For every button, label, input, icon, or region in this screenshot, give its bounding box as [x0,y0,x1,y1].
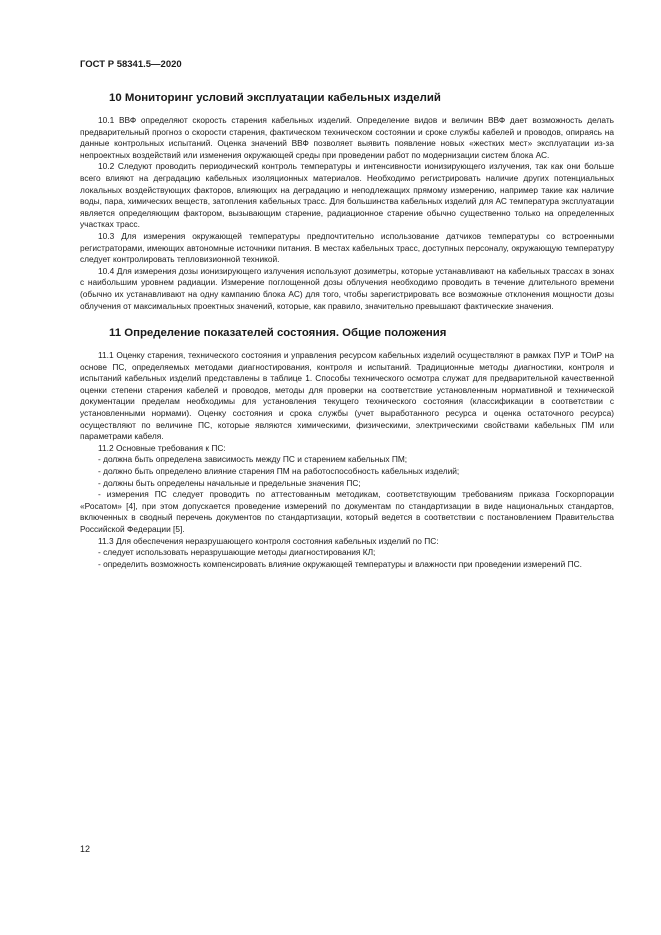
list-item: - должно быть определено влияние старения ПМ на работоспособность кабельных изделий; [98,466,460,477]
paragraph-11-2: 11.2 Основные требования к ПС: [98,442,226,453]
section-11-title: 11 Определение показателей состояния. Общие положения [109,327,447,340]
paragraph-11-3: 11.3 Для обеспечения неразрушающего контроля состояния кабельных изделий по ПС: [98,535,439,546]
section-10-title: 10 Мониторинг условий эксплуатации кабельных изделий [109,92,441,104]
paragraph-10-4: 10.4 Для измерения дозы ионизирующего излучения используют дозиметры, которые устанавливают на кабельных трассах в зонах с наибольшим уровнем радиации. Измерение поглощенной дозы облучения необходимо проводить в течение длительного времени (обычно их устанавливают на одну кампанию блока АС) для того, чтобы зарегистрировать все возможные отклонения мощности дозы облучения от максимальных проектных значений, которые, как правило, значительно превышают фактические значения. [80,265,614,311]
list-item: - измерения ПС следует проводить по аттестованным методикам, соответствующим требованиям приказа Госкорпорации «Росатом» [4], при этом допускается проведение измерений по документам по стандартизации в виде национальных стандартов, включенных в сводный перечень документов по стандартизации, который ведется в соответствии с постановлением Правительства Российской Федерации [5]. [80,489,614,534]
list-item: - должны быть определены начальные и предельные значения ПС; [98,477,361,488]
paragraph-10-1: 10.1 ВВФ определяют скорость старения кабельных изделий. Определение видов и величин ВВФ дает возможность делать предварительный прогноз о скорости старения, фактическом техническом состоянии и сроке службы кабелей и проводов, опираясь на данные контрольных испытаний. Оценка значений ВВФ позволяет выявить появление новых «жестких мест» эксплуатации из-за непроектных воздействий или изменения окружающей среды при проведении работ по модернизации систем блока АС. [80,115,614,160]
page-content [80,92,614,570]
paragraph-10-3: 10.3 Для измерения окружающей температуры предпочтительно использование датчиков температуры со встроенными регистраторами, имеющих автономные источники питания. В местах кабельных трасс, доступных персоналу, окружающую температуру следует контролировать тепловизионной техникой. [80,230,614,265]
list-item: - должна быть определена зависимость между ПС и старением кабельных ПМ; [98,454,408,465]
paragraph-11-1: 11.1 Оценку старения, технического состояния и управления ресурсом кабельных изделий осуществляют в рамках ПУР и ТОиР на основе ПС, определяемых методами диагностирования, контроля и испытаний. Традиционные методы диагностики, контроля и испытаний кабельных изделий представлены в таблице 1. Способы технического осмотра служат для предварительной качественной оценки степени старения кабелей и проводов, методы для проверки на соответствие установленным нормативной и технической документации пределам необходимы для установления текущего технического состояния (классификации в соответствии с установленными нормами). Оценку состояния и срока службы (учет выработанного ресурса и оценка остаточного ресурса) осуществляют по величине ПС, которые являются химическими, физическими, электрическими свойствами кабельных ПМ или параметрами кабеля. [80,350,614,442]
page-number: 12 [80,844,91,854]
list-item: - следует использовать неразрушающие методы диагностирования КЛ; [98,547,376,558]
paragraph-10-2: 10.2 Следуют проводить периодический контроль температуры и интенсивности ионизирующего излучения, так как они больше всего влияют на деградацию кабельных изоляционных материалов. Необходимо регистрировать наличие других потенциальных локальных воздействующих факторов, влияющих на деградацию и неподлежащих прямому измерению, например такие как наличие воды, пара, химических веществ, затопления кабельных трасс. Для большинства кабельных изделий для АС температура эксплуатации является определяющим фактором, вызывающим старение, радиационное старение обычно существенно только на определенных участках трасс. [80,161,614,230]
list-item: - определить возможность компенсировать влияние окружающей температуры и влажности при проведении измерений ПС. [98,558,582,569]
document-header: ГОСТ Р 58341.5—2020 [80,59,182,70]
